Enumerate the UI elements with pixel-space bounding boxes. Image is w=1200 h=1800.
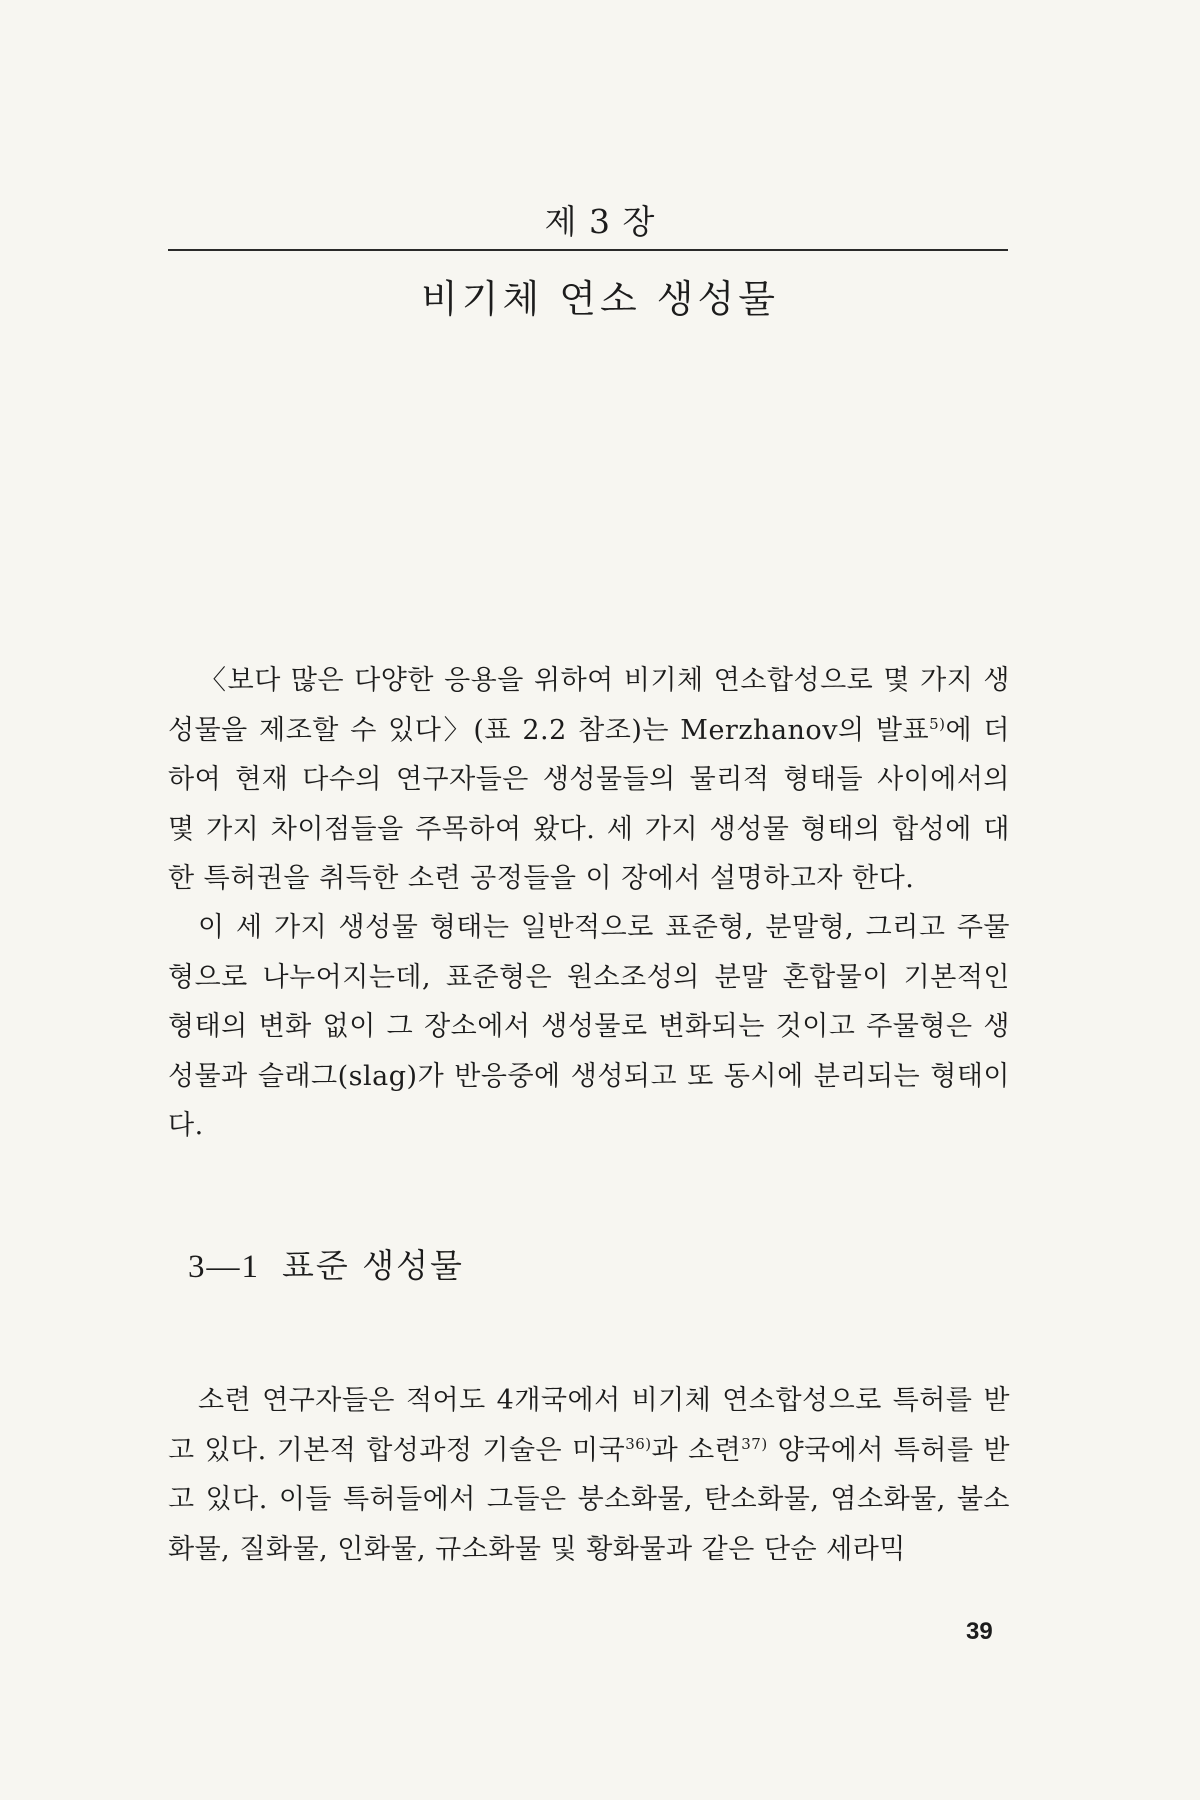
chapter-label: 제 3 장 bbox=[544, 202, 656, 241]
section-paragraph bbox=[168, 1376, 1010, 1574]
section-paragraph-text-c: 양국에서 특허를 받고 있다. 이들 특허들에서 그들은 붕소화물, 탄소화물, 염소화물, 불소화물, 질화물, 인화물, 규소화물 및 황화물과 같은 단순 세라믹 bbox=[168, 1434, 1010, 1565]
intro-paragraph-1-text-a: 〈보다 많은 다양한 응용을 위하여 비기체 연소합성으로 몇 가지 생성물을 제조할 수 있다〉(표 2.2 참조)는 Merzhanov의 발표 bbox=[168, 665, 1010, 746]
section-title: 표준 생성물 bbox=[282, 1246, 464, 1285]
intro-paragraph-1 bbox=[168, 656, 1010, 904]
footnote-ref: 37) bbox=[741, 1434, 768, 1453]
chapter-title: 비기체 연소 생성물 bbox=[421, 277, 779, 321]
footnote-ref: 5) bbox=[929, 714, 946, 733]
section-paragraph-text-b: 과 소련 bbox=[651, 1434, 742, 1466]
section-heading bbox=[188, 1240, 464, 1287]
footnote-ref: 36) bbox=[625, 1434, 652, 1453]
intro-paragraph-1-text-b: 에 더하여 현재 다수의 연구자들은 생성물들의 물리적 형태들 사이에서의 몇 가지 차이점들을 주목하여 왔다. 세 가지 생성물 형태의 합성에 대한 특허권을 취득한 소련 공정들을 이 장에서 설명하고자 한다. bbox=[168, 714, 1010, 894]
section-paragraph-text-a: 소련 연구자들은 적어도 4개국에서 비기체 연소합성으로 특허를 받고 있다. 기본적 합성과정 기술은 미국 bbox=[168, 1385, 1010, 1466]
section-number: 3—1 bbox=[188, 1249, 260, 1285]
intro-paragraph-2 bbox=[168, 903, 1010, 1151]
intro-paragraph-2-text: 이 세 가지 생성물 형태는 일반적으로 표준형, 분말형, 그리고 주물형으로 나누어지는데, 표준형은 원소조성의 분말 혼합물이 기본적인 형태의 변화 없이 그 장소에서 생성물로 변화되는 것이고 주물형은 생성물과 슬래그(slag)가 반응중에 생성되고 또 동시에 분리되는 형태이다. bbox=[168, 912, 1010, 1141]
page-number: 39 bbox=[966, 1618, 993, 1645]
chapter-divider bbox=[168, 249, 1008, 251]
